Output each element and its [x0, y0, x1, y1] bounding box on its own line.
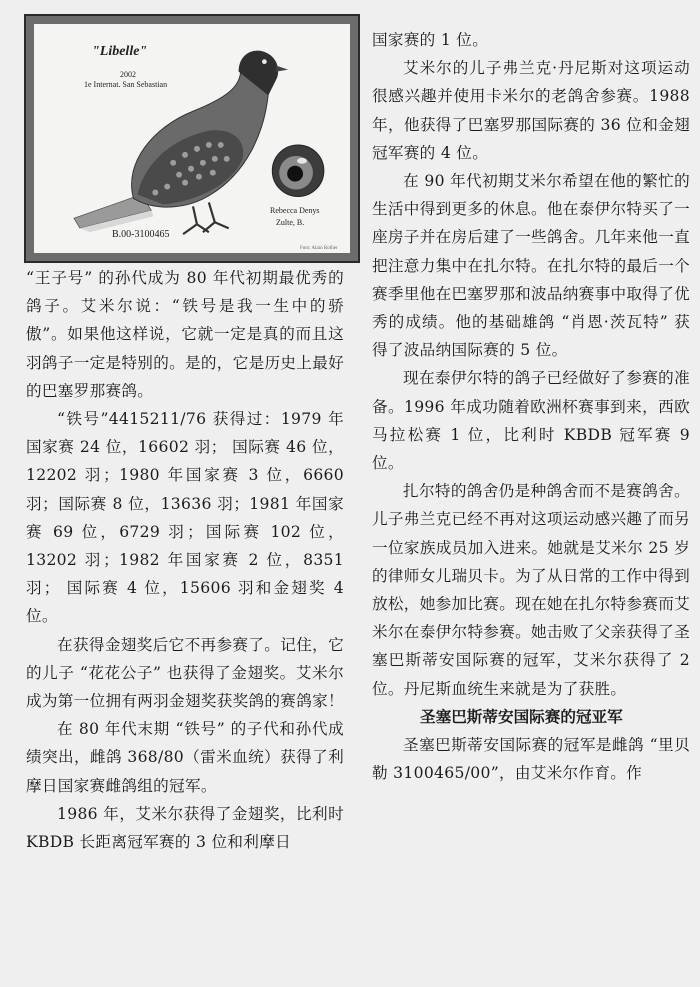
- paragraph: “王子号” 的孙代成为 80 年代初期最优秀的鸽子。艾米尔说：“铁号是我一生中的骄傲”。如果他这样说，它就一定是真的而且这羽鸽子一定是特别的。是的，它是历史上最好的巴塞罗那赛鸽。: [26, 269, 344, 400]
- photo-card: [34, 24, 350, 253]
- left-column: [26, 264, 344, 856]
- paragraph: 国家赛的 1 位。: [372, 31, 489, 49]
- photo-race: 1e Internat. San Sebastian: [84, 80, 168, 89]
- paragraph: 现在泰伊尔特的鸽子已经做好了参赛的准备。1996 年成功随着欧洲杯赛事到来，西欧马拉松赛 1 位，比利时 KBDB 冠军赛 9 位。: [372, 369, 690, 473]
- pigeon-name: "Libelle": [92, 44, 148, 59]
- paragraph: 圣塞巴斯蒂安国际赛的冠军是雌鸽 “里贝勒 3100465/00”，由艾米尔作育。作: [372, 736, 690, 783]
- paragraph: 在 80 年代末期 “铁号” 的子代和孙代成绩突出，雌鸽 368/80（雷米血统）获得了利摩日国家赛雌鸽组的冠军。: [26, 720, 344, 795]
- photo-year: 2002: [120, 70, 136, 79]
- section-heading: 圣塞巴斯蒂安国际赛的冠亚军: [420, 707, 623, 726]
- paragraph: 1986 年，艾米尔获得了金翅奖，比利时 KBDB 长距离冠军赛的 3 位和利摩日: [26, 804, 344, 852]
- photo-owner: Rebecca Denys: [270, 206, 320, 215]
- paragraph: 扎尔特的鸽舍仍是种鸽舍而不是赛鸽舍。儿子弗兰克已经不再对这项运动感兴趣了而另一位家族成员加入进来。她就是艾米尔 25 岁的律师女儿瑞贝卡。为了从日常的工作中得到放松，她参加比赛。现在她在扎尔特参赛而艾米尔在泰伊尔特参赛。她击败了父亲获得了圣塞巴斯蒂安国际赛的冠军，艾米尔获得了 2 位。丹尼斯血统生来就是为了获胜。: [372, 482, 690, 698]
- paragraph: “铁号”4415211/76 获得过：1979 年国家赛 24 位，16602 羽； 国际赛 46 位，12202 羽；1980 年国家赛 3 位，6660 羽；国际赛 8 位，13636 羽；1981 年国家赛 69 位，6729 羽；国际赛 102 位，13202 羽；1982 年国家赛 2 位，8351 羽； 国际赛 4 位，15606 羽和金翅奖 4 位。: [26, 410, 344, 626]
- right-column: [372, 26, 690, 787]
- photo-credit: Foto: Alain Rollier: [300, 246, 338, 251]
- ring-number: B.00-3100465: [112, 229, 170, 240]
- pigeon-photo: [24, 14, 360, 263]
- paragraph: 艾米尔的儿子弗兰克·丹尼斯对这项运动很感兴趣并使用卡米尔的老鸽舍参赛。1988 年，他获得了巴塞罗那国际赛的 36 位和金翅冠军赛的 4 位。: [372, 59, 690, 162]
- paragraph: 在 90 年代初期艾米尔希望在他的繁忙的生活中得到更多的休息。他在泰伊尔特买了一座房子并在房后建了一些鸽舍。几年来他一直把注意力集中在扎尔特。在扎尔特的最后一个赛季里他在巴塞罗那和波品纳赛事中取得了优秀的成绩。他的基础雄鸽 “肖恩·茨瓦特” 获得了波品纳国际赛的 5 位。: [372, 172, 690, 360]
- photo-place: Zulte, B.: [276, 218, 305, 227]
- paragraph: 在获得金翅奖后它不再参赛了。记住，它的儿子 “花花公子” 也获得了金翅奖。艾米尔成为第一位拥有两羽金翅奖获奖鸽的赛鸽家！: [26, 635, 344, 711]
